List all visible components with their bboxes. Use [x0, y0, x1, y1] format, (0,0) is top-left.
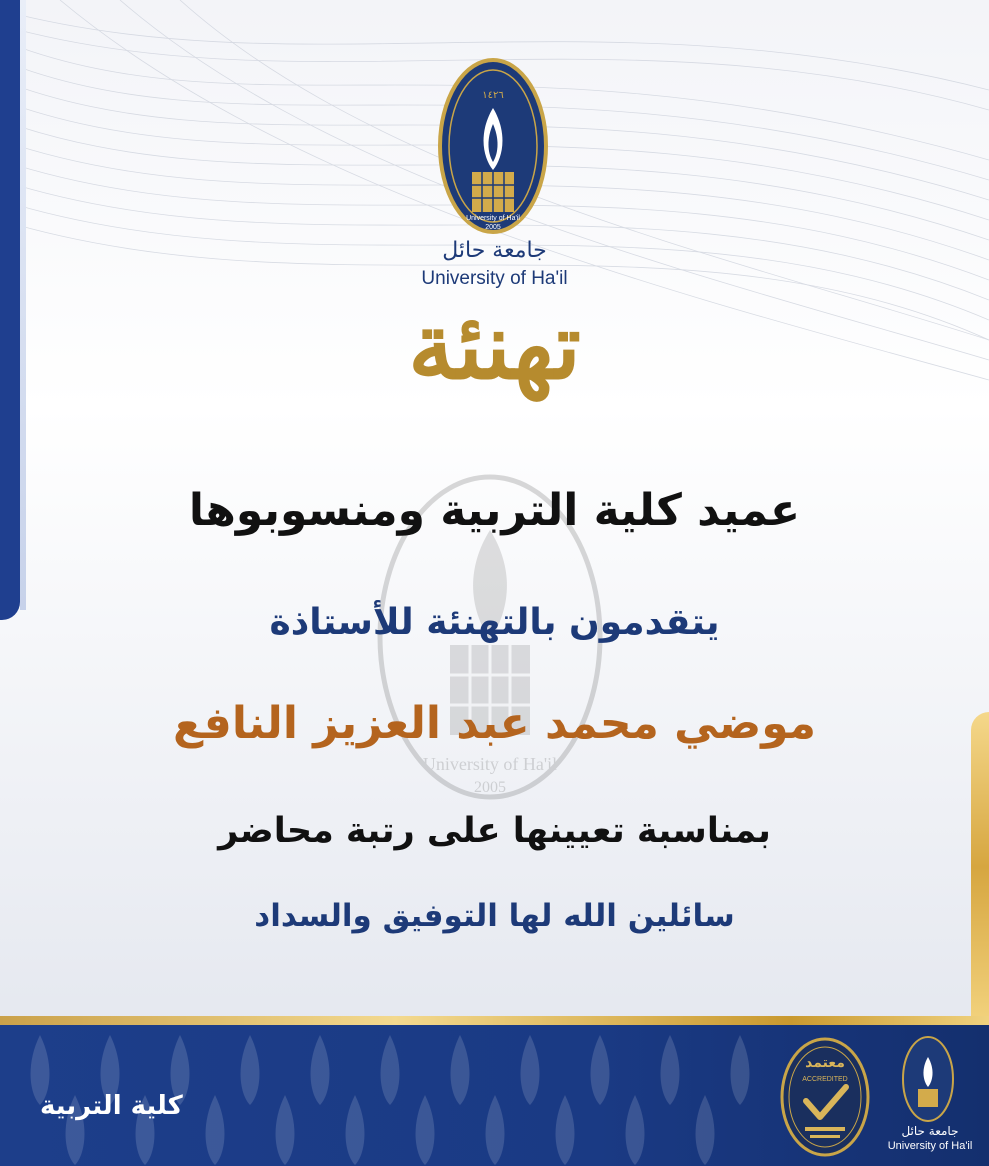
honoree-name: موضي محمد عبد العزيز النافع: [172, 698, 817, 749]
message-line-wishes: سائلين الله لها التوفيق والسداد: [254, 898, 735, 934]
svg-text:معتمد: معتمد: [805, 1055, 845, 1071]
university-logo: [438, 58, 548, 238]
message-line-congratulate: يتقدمون بالتهنئة للأستاذة: [269, 602, 720, 643]
svg-text:University of Ha'il: University of Ha'il: [466, 215, 520, 222]
footer-university-english: University of Ha'il: [887, 1140, 973, 1152]
message-line-occasion: بمناسبة تعيينها على رتبة محاضر: [218, 811, 771, 851]
footer-university-logo: [902, 1035, 954, 1123]
message-line-dean: عميد كلية التربية ومنسوبوها: [188, 485, 801, 536]
svg-text:ACCREDITED: ACCREDITED: [802, 1076, 848, 1083]
right-gold-accent: [971, 712, 989, 1022]
university-name-english: University of Ha'il: [421, 268, 568, 289]
footer-university-arabic: جامعة حائل: [901, 1124, 959, 1138]
university-name-arabic: جامعة حائل: [442, 238, 547, 263]
college-name: كلية التربية: [40, 1091, 183, 1121]
greeting-calligraphy: تهنئة: [408, 292, 581, 400]
svg-text:2005: 2005: [474, 779, 506, 796]
footer-gold-strip: [0, 1016, 989, 1025]
svg-text:١٤٢٦: ١٤٢٦: [482, 90, 504, 101]
svg-text:2005: 2005: [485, 224, 501, 231]
accreditation-badge: [780, 1037, 870, 1157]
svg-text:University of Ha'il: University of Ha'il: [422, 754, 558, 774]
